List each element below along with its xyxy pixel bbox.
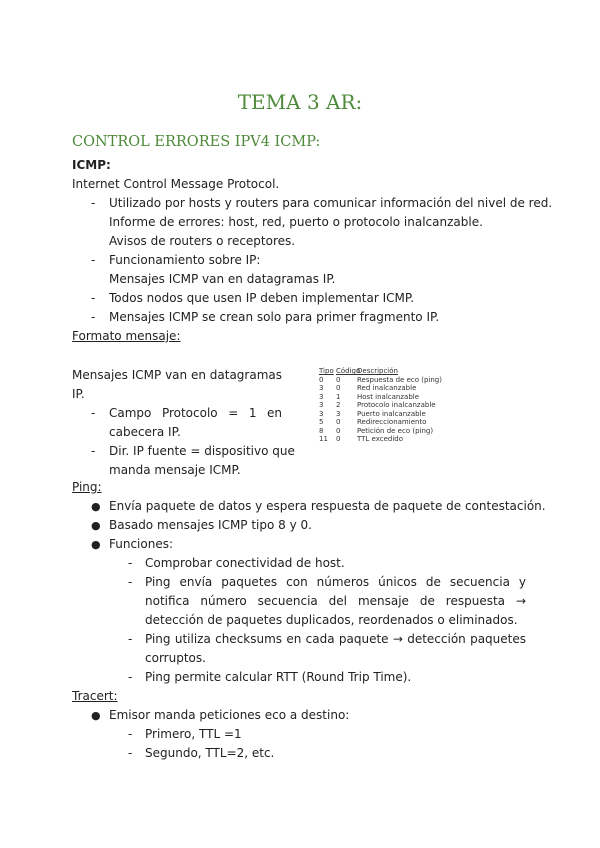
table-cell: Host inalcanzable [357, 392, 420, 401]
ping-function-3: Ping utiliza checksums en cada paquete → detección paquetes corruptos. [145, 632, 526, 665]
formato-paragraph-line2: IP. [72, 387, 85, 401]
table-row [319, 427, 469, 436]
icmp-item-2: Funcionamiento sobre IP: [109, 253, 261, 267]
table-cell: 8 [319, 426, 324, 435]
formato-item-2-line1: Dir. IP fuente = dispositivo que [109, 444, 295, 458]
table-header-row [319, 367, 469, 376]
icmp-item-1-cont-a: Informe de errores: host, red, puerto o protocolo inalcanzable. [109, 215, 483, 229]
formato-item-2-line2: manda mensaje ICMP. [109, 463, 241, 477]
icmp-item-1-cont-b: Avisos de routers o receptores. [109, 234, 296, 248]
bullet-marker: ● [91, 709, 101, 722]
header-descripcion: Descripción [357, 367, 398, 375]
table-cell: 1 [336, 392, 341, 401]
bullet-marker: ● [91, 519, 101, 532]
table-cell: 0 [336, 384, 341, 392]
table-cell: Petición de eco (ping) [357, 426, 434, 435]
table-cell: 0 [319, 375, 324, 384]
table-row [319, 401, 469, 410]
ping-function-4: Ping permite calcular RTT (Round Trip Time). [145, 670, 412, 684]
table-cell: Protocolo inalcanzable [357, 401, 436, 409]
table-cell: 3 [319, 409, 324, 418]
table-cell: 0 [336, 435, 341, 443]
ping-function-1: Comprobar conectividad de host. [145, 556, 345, 570]
table-cell: 0 [336, 426, 341, 435]
table-cell: 3 [336, 409, 341, 418]
icmp-item-3: Todos nodos que usen IP deben implementar ICMP. [109, 291, 415, 305]
table-cell: TTL excedido [357, 435, 404, 443]
header-codigo: Código [336, 367, 361, 375]
dash-marker: - [128, 575, 133, 589]
table-row [319, 418, 469, 427]
dash-marker: - [128, 632, 133, 646]
table-cell: 3 [319, 401, 324, 409]
formato-item-1-line2: cabecera IP. [109, 425, 181, 439]
table-cell: 0 [336, 375, 341, 384]
page-title: TEMA 3 AR: [237, 90, 363, 114]
icmp-type-table [319, 367, 469, 444]
formato-heading: Formato mensaje: [72, 329, 181, 343]
bullet-marker: ● [91, 538, 101, 551]
table-row [319, 384, 469, 393]
icmp-item-2-cont: Mensajes ICMP van en datagramas IP. [109, 272, 336, 286]
dash-marker: - [91, 444, 96, 458]
tracert-sub-2: Segundo, TTL=2, etc. [145, 746, 275, 760]
formato-item-1-line1: Campo Protocolo = 1 en [109, 406, 282, 420]
table-row [319, 435, 469, 444]
table-cell: Redireccionamiento [357, 418, 427, 426]
ping-function-2: Ping envía paquetes con números únicos de secuencia y notifica número secuencia del mensaje de respuesta → detección de paquetes duplicados, reordenados o eliminados. [145, 575, 526, 627]
table-row [319, 376, 469, 385]
ping-bullet-2: Basado mensajes ICMP tipo 8 y 0. [109, 518, 312, 532]
dash-marker: - [91, 310, 96, 324]
ping-bullet-3: Funciones: [109, 537, 174, 551]
tracert-bullet-1: Emisor manda peticiones eco a destino: [109, 708, 350, 722]
ping-bullet-1: Envía paquete de datos y espera respuesta de paquete de contestación. [109, 499, 546, 513]
table-cell: 3 [319, 384, 324, 392]
table-cell: 3 [319, 392, 324, 401]
dash-marker: - [128, 727, 133, 741]
icmp-heading: ICMP: [72, 158, 111, 172]
section-title: CONTROL ERRORES IPV4 ICMP: [72, 134, 321, 150]
tracert-heading: Tracert: [72, 689, 118, 703]
icmp-intro: Internet Control Message Protocol. [72, 177, 280, 191]
dash-marker: - [91, 196, 96, 210]
dash-marker: - [91, 253, 96, 267]
formato-paragraph-line1: Mensajes ICMP van en datagramas [72, 368, 282, 382]
table-row [319, 410, 469, 419]
icmp-item-4: Mensajes ICMP se crean solo para primer fragmento IP. [109, 310, 440, 324]
table-row [319, 393, 469, 402]
table-cell: Respuesta de eco (ping) [357, 375, 442, 384]
tracert-sub-1: Primero, TTL =1 [145, 727, 242, 741]
dash-marker: - [128, 746, 133, 760]
ping-heading: Ping: [72, 480, 102, 494]
table-cell: Puerto inalcanzable [357, 409, 426, 418]
table-cell: Red inalcanzable [357, 384, 417, 392]
dash-marker: - [128, 556, 133, 570]
icmp-item-1: Utilizado por hosts y routers para comunicar información del nivel de red. [109, 196, 553, 210]
dash-marker: - [91, 406, 96, 420]
bullet-marker: ● [91, 500, 101, 513]
header-tipo: Tipo [319, 367, 334, 375]
table-cell: 11 [319, 435, 328, 443]
table-cell: 2 [336, 401, 341, 409]
dash-marker: - [91, 291, 96, 305]
table-cell: 0 [336, 418, 341, 426]
table-cell: 5 [319, 418, 324, 426]
dash-marker: - [128, 670, 133, 684]
